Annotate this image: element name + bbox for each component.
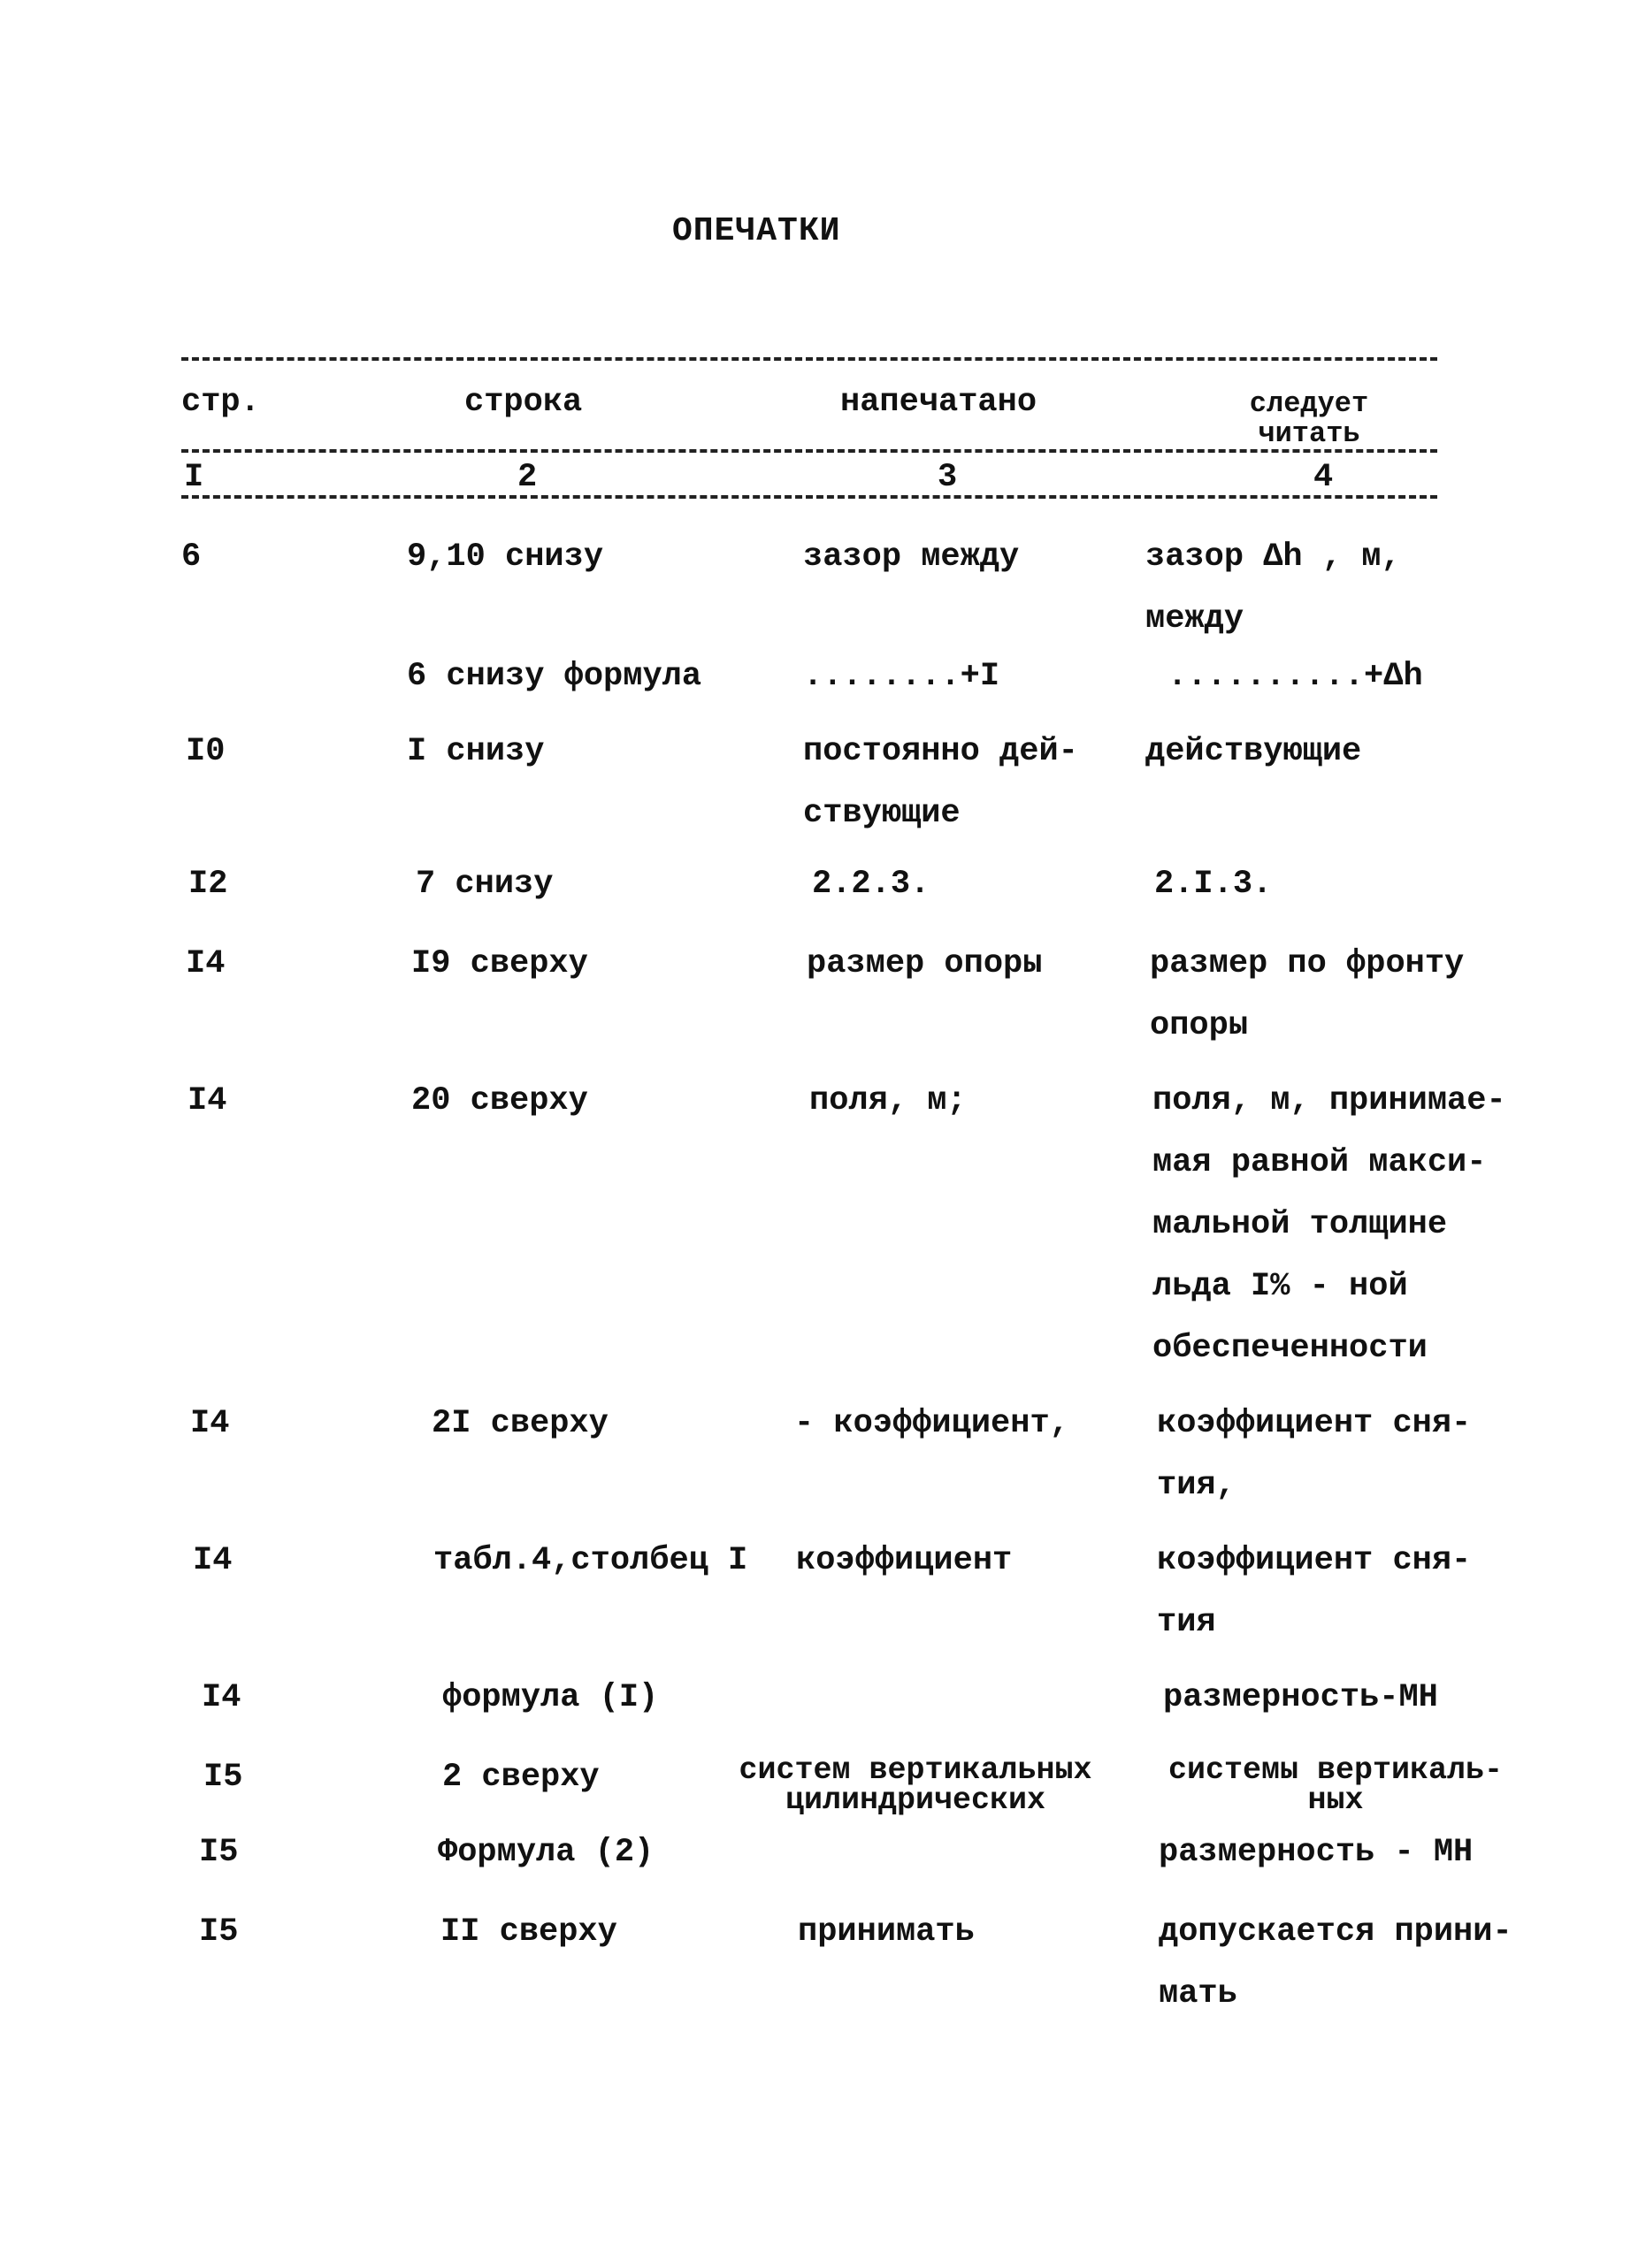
row-page: I4 [190,1405,230,1442]
row-should-read: коэффициент сня- тия, [1157,1405,1472,1504]
header-col-line: строка [464,384,583,421]
page-title: ОПЕЧАТКИ [672,212,841,250]
row-line: 2 сверху [442,1759,600,1796]
row-page: I4 [193,1542,233,1579]
row-line: 9,10 снизу [407,538,604,576]
row-line: 7 снизу [416,866,554,903]
col-number-3: 3 [938,459,958,496]
row-page: I5 [203,1759,243,1796]
row-should-read: поля, м, принимае- мая равной макси- мальной толщине льда I% - ной обеспеченности [1152,1082,1506,1367]
col-number-4: 4 [1313,459,1334,496]
row-printed: коэффициент [796,1542,1013,1579]
row-line: 20 сверху [411,1082,588,1119]
col-number-2: 2 [517,459,538,496]
row-line: I9 сверху [411,945,588,982]
row-should-read: размерность-МН [1163,1679,1438,1716]
row-line: 6 снизу формула [407,658,702,695]
row-page: 6 [181,538,202,576]
row-should-read: допускается прини- мать [1159,1913,1512,2012]
row-should-read: ..........+Δh [1168,658,1423,695]
header-col-page: стр. [181,384,260,421]
row-line: I снизу [407,733,545,770]
row-page: I2 [188,866,228,903]
row-printed: систем вертикальных цилиндрических [739,1753,1092,1818]
header-col-printed: напечатано [840,384,1037,421]
row-printed: поля, м; [809,1082,967,1119]
row-line: Формула (2) [438,1834,655,1871]
row-page: I4 [188,1082,227,1119]
row-printed: размер опоры [807,945,1043,982]
row-should-read: зазор Δh , м, между [1145,538,1401,638]
row-printed: принимать [798,1913,975,1951]
row-line: формула (I) [442,1679,659,1716]
row-should-read: системы вертикаль- ных [1168,1753,1504,1818]
row-printed: ........+I [803,658,1000,695]
row-printed: зазор между [803,538,1020,576]
row-printed: постоянно дей- ствующие [803,733,1078,832]
row-should-read: размерность - МН [1159,1834,1474,1871]
row-should-read: коэффициент сня- тия [1157,1542,1472,1641]
col-number-rule [181,495,1437,499]
row-page: I5 [199,1913,239,1951]
row-line: II сверху [440,1913,617,1951]
row-printed: 2.2.3. [812,866,930,903]
row-page: I5 [199,1834,239,1871]
header-bottom-rule [181,449,1437,453]
row-page: I0 [186,733,226,770]
row-page: I4 [186,945,226,982]
row-printed: - коэффициент, [794,1405,1069,1442]
col-number-1: I [184,459,204,496]
row-should-read: действующие [1145,733,1362,770]
row-page: I4 [202,1679,241,1716]
row-should-read: 2.I.3. [1154,866,1273,903]
row-line: 2I сверху [432,1405,609,1442]
row-should-read: размер по фронту опоры [1150,945,1465,1044]
header-col-should-read: следует читать [1249,387,1369,450]
row-line: табл.4,столбец I [433,1542,748,1579]
table-top-rule [181,357,1437,361]
